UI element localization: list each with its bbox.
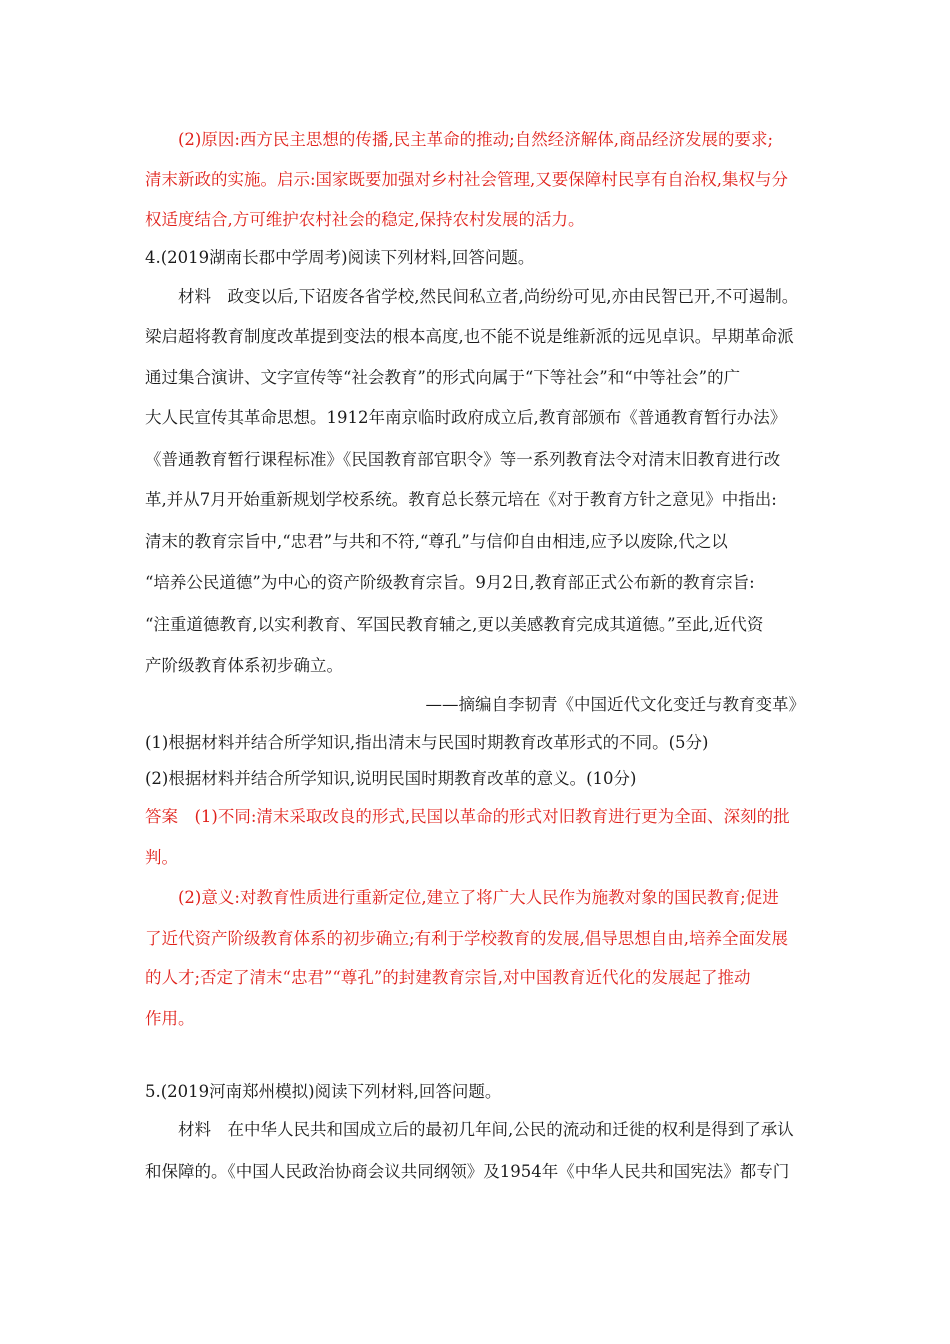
material-line: 大人民宣传其革命思想。1912年南京临时政府成立后,教育部颁布《普通教育暂行办法》: [145, 408, 787, 427]
material-line: 《普通教育暂行课程标准》《民国教育部官职令》等一系列教育法令对清末旧教育进行改: [145, 450, 781, 469]
answer-line: 作用。: [145, 1009, 195, 1028]
material-line: “培养公民道德”为中心的资产阶级教育宗旨。9月2日,教育部正式公布新的教育宗旨:: [145, 573, 755, 592]
answer-line: 清末新政的实施。启示:国家既要加强对乡村社会管理,又要保障村民享有自治权,集权与分: [145, 170, 789, 189]
material-line: 革,并从7月开始重新规划学校系统。教育总长蔡元培在《对于教育方针之意见》中指出:: [145, 490, 777, 509]
material-line: 材料 政变以后,下诏废各省学校,然民间私立者,尚纷纷可见,亦由民智已开,不可遏制。: [145, 287, 799, 306]
answer-line: (2)意义:对教育性质进行重新定位,建立了将广大人民作为施教对象的国民教育;促进: [145, 888, 779, 907]
sub-question: (1)根据材料并结合所学知识,指出清末与民国时期教育改革形式的不同。(5分): [145, 733, 709, 752]
answer-line: 判。: [145, 848, 178, 867]
material-line: 和保障的。《中国人民政治协商会议共同纲领》及1954年《中华人民共和国宪法》都专门: [145, 1162, 790, 1181]
question-stem: 4.(2019湖南长郡中学周考)阅读下列材料,回答问题。: [145, 248, 535, 267]
material-line: 产阶级教育体系初步确立。: [145, 656, 343, 675]
material-line: “注重道德教育,以实利教育、军国民教育辅之,更以美感教育完成其道德。”至此,近代资: [145, 615, 764, 634]
material-line: 梁启超将教育制度改革提到变法的根本高度,也不能不说是维新派的远见卓识。早期革命派: [145, 327, 794, 346]
answer-line: 了近代资产阶级教育体系的初步确立;有利于学校教育的发展,倡导思想自由,培养全面发展: [145, 929, 789, 948]
sub-question: (2)根据材料并结合所学知识,说明民国时期教育改革的意义。(10分): [145, 769, 637, 788]
question-stem: 5.(2019河南郑州模拟)阅读下列材料,回答问题。: [145, 1082, 502, 1101]
answer-line: 的人才;否定了清末“忠君”“尊孔”的封建教育宗旨,对中国教育近代化的发展起了推动: [145, 968, 751, 987]
material-source: ——摘编自李韧青《中国近代文化变迁与教育变革》: [425, 695, 805, 714]
material-line: 材料 在中华人民共和国成立后的最初几年间,公民的流动和迁徙的权利是得到了承认: [145, 1120, 794, 1139]
material-line: 清末的教育宗旨中,“忠君”与共和不符,“尊孔”与信仰自由相违,应予以废除,代之以: [145, 532, 728, 551]
answer-line: (2)原因:西方民主思想的传播,民主革命的推动;自然经济解体,商品经济发展的要求;: [145, 130, 774, 149]
material-line: 通过集合演讲、文字宣传等“社会教育”的形式向属于“下等社会”和“中等社会”的广: [145, 368, 741, 387]
answer-line: 权适度结合,方可维护农村社会的稳定,保持农村发展的活力。: [145, 210, 585, 229]
answer-line: 答案 (1)不同:清末采取改良的形式,民国以革命的形式对旧教育进行更为全面、深刻的批: [145, 807, 790, 826]
